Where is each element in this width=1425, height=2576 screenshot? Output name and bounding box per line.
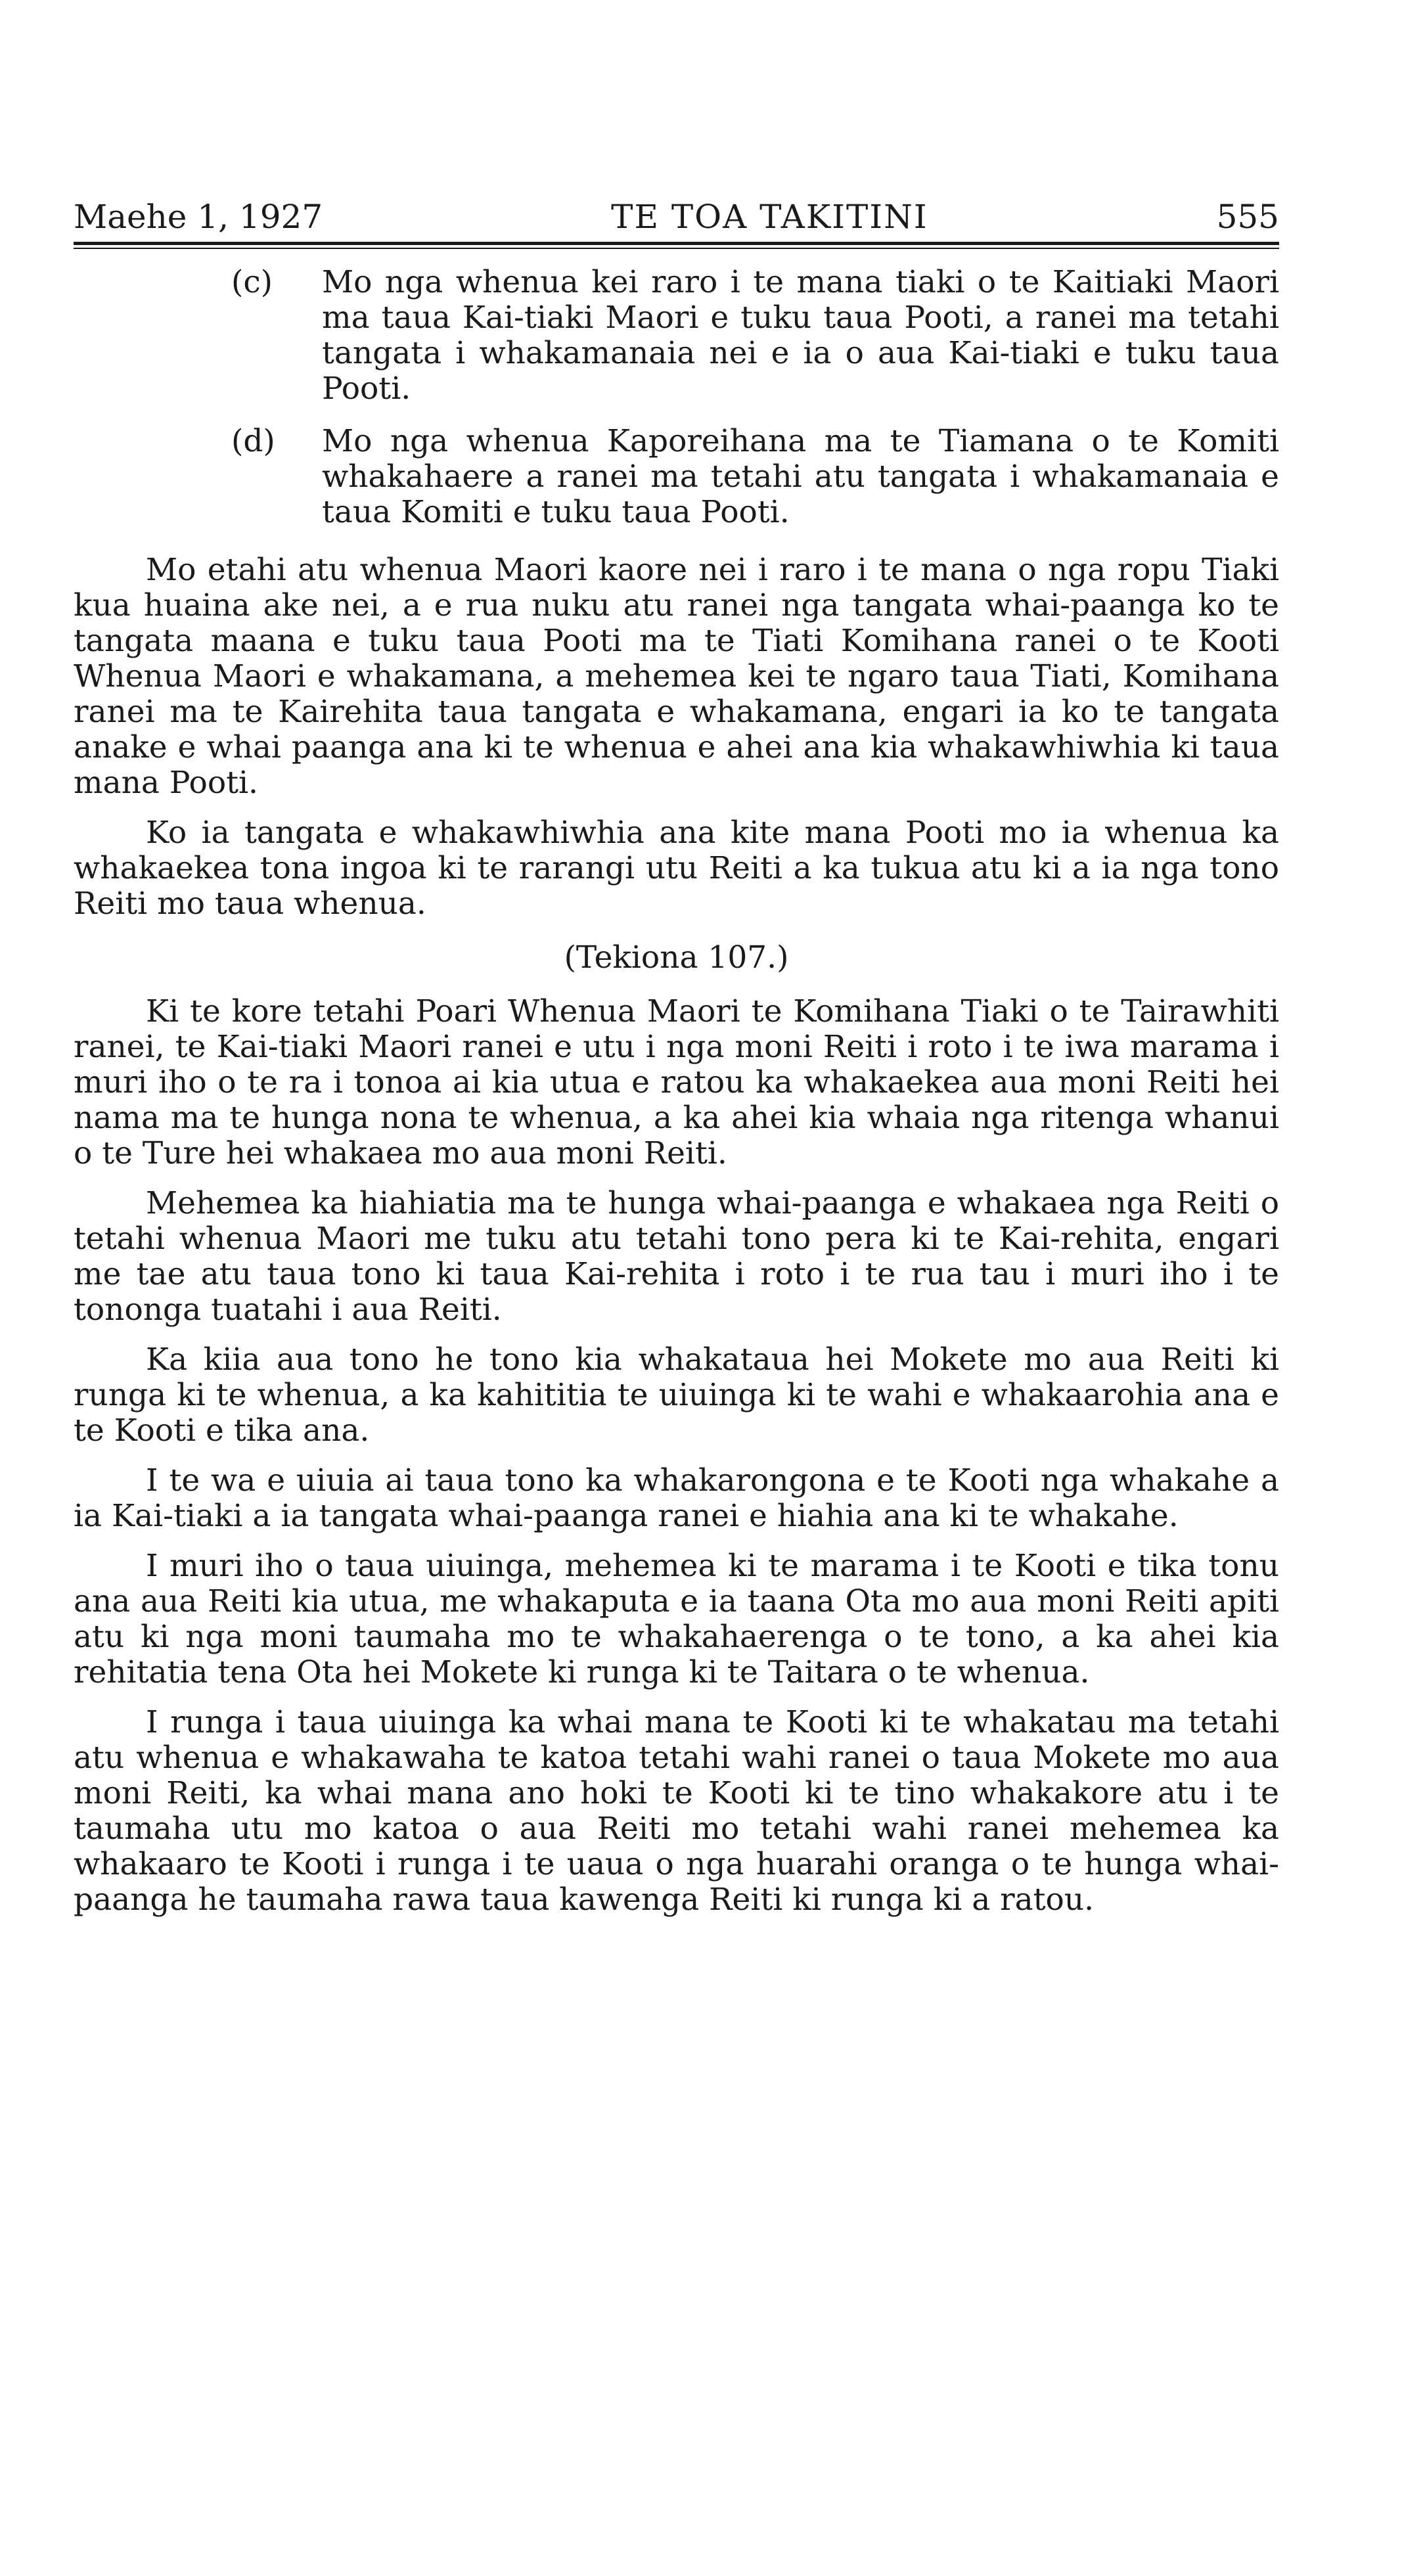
paragraph: I runga i taua uiuinga ka whai mana te Kooti ki te whakatau ma tetahi atu whenua e whakawaha te katoa tetahi wahi ranei o taua Mokete mo aua moni Reiti, ka whai mana ano hoki te Kooti ki te tino whakakore atu i te taumaha utu mo katoa o aua Reiti mo tetahi wahi ranei mehemea ka whakaaro te Kooti i runga i te uaua o nga huarahi oranga o te hunga whai-paanga he taumaha rawa taua kawenga Reiti ki runga ki a ratou. [74,1704,1279,1918]
list-item-c [74,265,1279,407]
paragraph: Ka kiia aua tono he tono kia whakataua hei Mokete mo aua Reiti ki runga ki te whenua, a ka kahititia te uiuinga ki te wahi e whakaarohia ana e te Kooti e tika ana. [74,1342,1279,1449]
document-page [74,197,1279,1918]
running-header [74,197,1279,237]
header-rule-thin [74,248,1279,249]
item-label: (c) [231,264,273,300]
item-text: Mo nga whenua Kaporeihana ma te Tiamana o te Komiti whakahaere a ranei ma tetahi atu tangata i whakamanaia e taua Komiti e tuku taua Pooti. [322,423,1279,530]
paragraph: I te wa e uiuia ai taua tono ka whakarongona e te Kooti nga whakahe a ia Kai-tiaki a ia tangata whai-paanga ranei e hiahia ana ki te whakahe. [74,1462,1279,1534]
header-date: Maehe 1, 1927 [74,198,323,236]
paragraph: Ki te kore tetahi Poari Whenua Maori te Komihana Tiaki o te Tairawhiti ranei, te Kai-tiaki Maori ranei e utu i nga moni Reiti i roto i te iwa marama i muri iho o te ra i tonoa ai kia utua e ratou ka whakaekea aua moni Reiti hei nama ma te hunga nona te whenua, a ka ahei kia whaia nga ritenga whanui o te Ture hei whakaea mo aua moni Reiti. [74,993,1279,1171]
paragraph: I muri iho o taua uiuinga, mehemea ki te marama i te Kooti e tika tonu ana aua Reiti kia utua, me whakaputa e ia taana Ota mo aua moni Reiti apiti atu ki nga moni taumaha mo te whakahaerenga o te tono, a ka ahei kia rehitatia tena Ota hei Mokete ki runga ki te Taitara o te whenua. [74,1548,1279,1690]
page-number: 555 [1216,198,1279,236]
item-text: Mo nga whenua kei raro i te mana tiaki o te Kaitiaki Maori ma taua Kai-tiaki Maori e tuku taua Pooti, a ranei ma tetahi tangata i whakamanaia nei e ia o aua Kai-tiaki e tuku taua Pooti. [322,264,1279,407]
section-heading: (Tekiona 107.) [564,939,789,976]
list-item-d [74,424,1279,530]
paragraph: Ko ia tangata e whakawhiwhia ana kite mana Pooti mo ia whenua ka whakaekea tona ingoa ki te rarangi utu Reiti a ka tukua atu ki a ia nga tono Reiti mo taua whenua. [74,815,1279,922]
paragraph: Mo etahi atu whenua Maori kaore nei i raro i te mana o nga ropu Tiaki kua huaina ake nei, a e rua nuku atu ranei nga tangata whai-paanga ko te tangata maana e tuku taua Pooti ma te Tiati Komihana ranei o te Kooti Whenua Maori e whakamana, a mehemea kei te ngaro taua Tiati, Komihana ranei ma te Kairehita taua tangata e whakamana, engari ia ko te tangata anake e whai paanga ana ki te whenua e ahei ana kia whakawhiwhia ki taua mana Pooti. [74,552,1279,801]
paragraph: Mehemea ka hiahiatia ma te hunga whai-paanga e whakaea nga Reiti o tetahi whenua Maori me tuku atu tetahi tono pera ki te Kai-rehita, engari me tae atu taua tono ki taua Kai-rehita i roto i te rua tau i muri iho i te tononga tuatahi i aua Reiti. [74,1185,1279,1328]
header-title: TE TOA TAKITINI [611,198,928,236]
header-rule-thick [74,242,1279,245]
body-text [74,265,1279,1918]
item-label: (d) [231,423,275,459]
